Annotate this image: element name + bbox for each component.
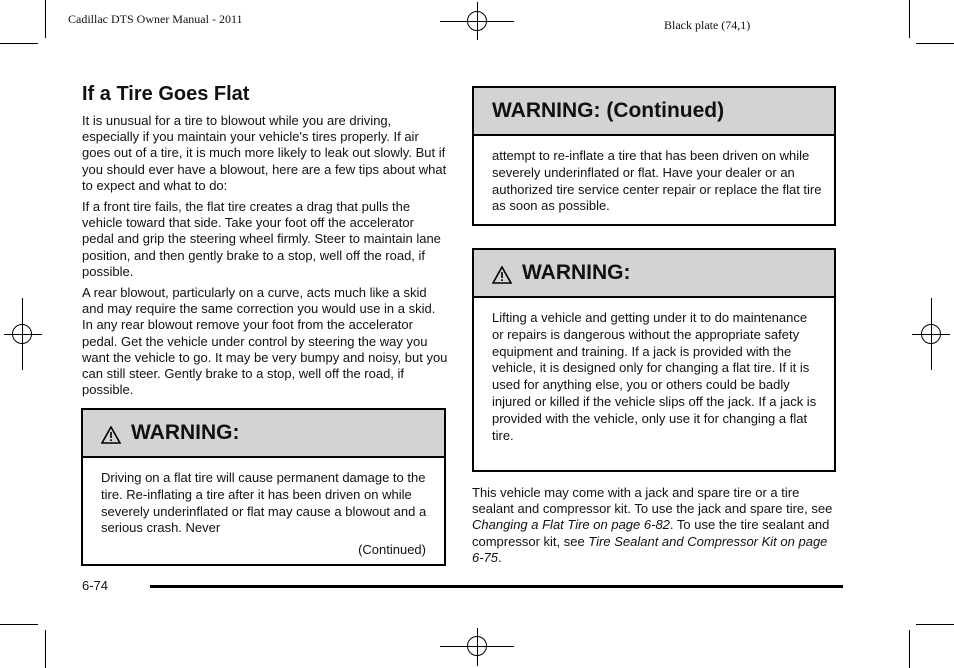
warning-continued-title: WARNING: (Continued) [492,99,725,122]
section-title: If a Tire Goes Flat [82,83,250,105]
warning-header [83,410,444,458]
header-plate-label: Black plate (74,1) [664,18,751,32]
warning-continued-label: (Continued) [358,542,426,557]
warning-jack-text: Lifting a vehicle and getting under it to do maintenance or repairs is dangerous without the appropriate safety equipment and training. If a jack is provided with the vehicle, it is designed only for changing a flat tire. If it is used for anything else, you or others could be badly injured or killed if the vehicle slips off the jack. If a jack is provided with the vehicle, only use it for changing a flat tire. [492,310,817,443]
warning-continued-text: attempt to re-inflate a tire that has been driven on while severely underinflated or flat. Have your dealer or an authorized tire service center repair or replace the flat tire as soon as possible. [492,148,822,214]
warning-box-jack [472,248,836,472]
paragraph-intro: It is unusual for a tire to blowout while you are driving, especially if you maintain your vehicle's tires properly. If air goes out of a tire, it is much more likely to leak out slowly. But if you should ever have a blowout, here are a few tips about what to expect and what to do: [82,113,447,193]
header-manual-title: Cadillac DTS Owner Manual - 2011 [68,12,243,26]
paragraph-rear-blowout: A rear blowout, particularly on a curve, acts much like a skid and may require the same correction you would use in a skid. In any rear blowout remove your foot from the accelerator pedal. Get the vehicle under control by steering the way you want the vehicle to go. It may be very bumpy and noisy, but you can still steer. Gently brake to a stop, well off the road, if possible. [82,285,448,398]
warning-jack-header [474,250,834,298]
warning-jack-title: WARNING: [522,261,631,284]
link-changing-flat-tire[interactable]: Changing a Flat Tire on page 6-82 [472,517,670,533]
warning-text: Driving on a flat tire will cause permanent damage to the tire. Re-inflating a tire after it has been driven on while severely underinflated or flat may cause a blowout and a serious crash. Never [101,470,427,536]
link-tire-sealant-kit[interactable]: Tire Sealant and Compressor Kit on page 6-75 [472,533,828,565]
warning-triangle-icon [101,423,121,447]
footer-rule [150,585,843,588]
jack-info-text-1: This vehicle may come with a jack and spare tire or a tire sealant and compressor kit. To use the jack and spare tire, see [472,485,833,517]
warning-box-flat-tire [81,408,446,566]
warning-triangle-icon [492,263,512,287]
warning-box-continued [472,86,836,226]
warning-continued-header [474,88,834,136]
jack-info-text-2: . To use the tire sealant and compressor kit, see [472,517,830,549]
jack-info-text-3: . [498,549,502,565]
paragraph-jack-info [472,485,838,566]
page-number: 6-74 [82,578,109,593]
warning-title: WARNING: [131,421,240,444]
paragraph-front-tire: If a front tire fails, the flat tire creates a drag that pulls the vehicle toward that side. Take your foot off the accelerator pedal and grip the steering wheel firmly. Steer to maintain lane position, and then gently brake to a stop, well off the road, if possible. [82,199,441,279]
